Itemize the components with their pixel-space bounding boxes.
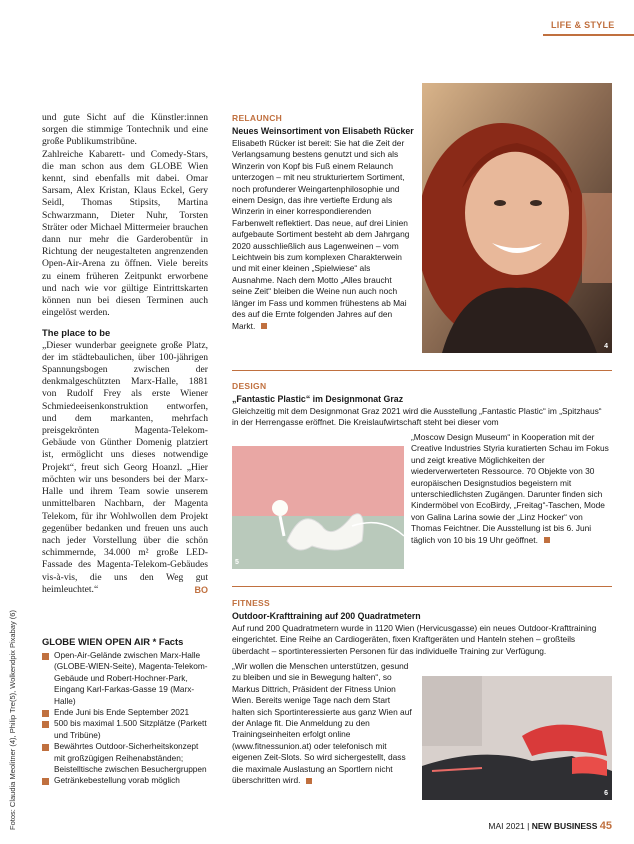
section-divider [232,370,612,371]
page-number: 45 [599,820,612,832]
header-rule [543,34,634,36]
page-footer: MAI 2021 | NEW BUSINESS 45 [488,820,612,832]
photo-number: 6 [604,790,608,797]
relaunch-headline: Neues Weinsortiment von Elisabeth Rücker [232,126,414,136]
article-column [42,112,208,596]
issue-date: MAI 2021 [488,821,525,831]
author-signature: BO [194,584,208,595]
fitness-kicker: FITNESS [232,598,270,608]
relaunch-body: Elisabeth Rücker ist bereit: Sie hat die Zeit der Verlangsamung bestens genutzt und sich als Winzerin von Kopf bis Fuß einem Relaunch unterzogen – mit neu strukturiertem Sortiment, noch profunderer Weingartenphilosophie und einem Design, das ihre vertiefte Erdung als Winzerin in einer korrespondierenden Farbenwelt reflektiert. Das neue, auf drei Linien aufgebaute Sortiment besteht ab dem Jahrgang 2020 ausschließlich aus Lagenweinen – vom Leichtwein bis zum komplexen Charakterwein und mit einer kleinen „Spielwiese“ als Ausnahme. Nach dem Motto „Alles braucht seine Zeit“ bleiben die Weine nun auch noch länger im Fass und kommen frühestens ab Mai des auf die Ernte folgenden Jahres auf den Markt. [232,138,410,331]
section-divider [232,586,612,587]
portrait-photo [422,83,612,353]
stars-paragraph: Zahlreiche Kabarett- und Comedy-Stars, die man schon aus dem GLOBE Wien kennt, sind ebenfalls mit dabei. Omar Sarsam, Alex Kristan, Klaus Eckel, Gery Seidl, Thomas Stipsits, Martina Schwarzmann, Dieter Nuhr, Torsten Sträter oder Michael Mittermeier brauchen dann nur mehr die Garderobentür in Richtung der neugestalteten angrenzenden Open-Air-Arena zu öffnen. Viele bereits zu einem früheren Zeitpunkt erworbene und nach wie vor gültige Eintrittskarten können nun bei diesen Terminen auch eingelöst werden. [42,148,208,319]
quote-paragraph: „Dieser wunderbar geeignete große Platz, der im städtebaulichen, über 100-jährigen Spannungsbogen zwischen der denkmalgeschützten Marx-Halle, 1881 von Rudolf Frey als erste Wiener Schmiedeeisenkonstruktion entworfen, und dem markanten, mehrfach preisgekrönten Magenta-Telekom-Gebäude von Günther Domenig platziert ist, ermöglicht uns dieses notwendige Projekt“, freut sich Georg Hoanzl. „Hier möchten wir uns besonders bei der Marx-Halle und ihrem Team sowie unserem unmittelbaren Nachbarn, der Magenta Telekom, für ihr Wohlwollen dem Projekt gegenüber bedanken und freuen uns auch nach jeder Vorstellung über die schön schimmernde, 34.000 m² große LED-Fassade des Magenta-Telekom-Gebäudes vis-à-vis, die uns den Weg gut heimleuchtet.“ BO [42,339,208,595]
design-photo [232,446,404,569]
facts-list [42,650,210,787]
facts-title: GLOBE WIEN OPEN AIR * Facts [42,636,184,647]
square-bullet-icon [306,778,312,784]
fitness-body: „Wir wollen die Menschen unterstützen, gesund zu bleiben und sie in Bewegung halten“, so Markus Dittrich, Präsident der Fitness Union Wien. Bereits wenige Tage nach dem Start halten sich Sportinteressierte aus ganz Wien auf der Anlage fit. Die Anmeldung zu den Trainingseinheiten erfolgt online (www.fitnessunion.at) oder telefonisch mit eigenen Zeit-Slots. So wird sichergestellt, dass die maximale Auslastung an Sportlern nicht überschritten wird. [232,661,412,786]
list-item: Ende Juni bis Ende September 2021 [42,707,210,718]
square-bullet-icon [261,323,267,329]
fitness-lead: Auf rund 200 Quadratmetern wurde in 1120 Wien (Hervicusgasse) ein neues Outdoor-Krafttraining eingerichtet. Eine Reihe an Cardiogeräten, fixen Kraftgeräten und Hanteln stehen – großteils überdacht – sportinteressierten Personen für das individuelle Training zur Verfügung. [232,623,597,656]
photo-credits: Fotos: Claudia Meolitner (4), Philip Tre(5), Wolkendpix Pixabay (6) [8,610,17,830]
square-bullet-icon [544,537,550,543]
intro-paragraph: und gute Sicht auf die Künstler:innen sorgen die stimmige Tontechnik und eine große Publikumstribüne. [42,112,208,148]
subheading: The place to be [42,327,111,339]
photo-number: 4 [604,343,608,350]
magazine-name: NEW BUSINESS [531,821,598,831]
design-lead: Gleichzeitig mit dem Designmonat Graz 2021 wird die Ausstellung „Fantastic Plastic“ im „Spitzhaus“ in der Herrengasse eröffnet. Die Kreislaufwirtschaft steht bei dieser vom [232,406,602,428]
fitness-photo [422,676,612,800]
section-tag: LIFE & STYLE [551,20,615,30]
list-item: Open-Air-Gelände zwischen Marx-Halle (GLOBE-WIEN-Seite), Magenta-Telekom-Gebäude und Robert-Hochner-Park, Eingang Karl-Farkas-Gasse 19 (Marx-Halle) [42,650,210,707]
list-item: Getränkebestellung vorab möglich [42,775,210,786]
list-item: 500 bis maximal 1.500 Sitzplätze (Parkett und Tribüne) [42,718,210,741]
design-kicker: DESIGN [232,381,267,391]
design-headline: „Fantastic Plastic“ im Designmonat Graz [232,394,404,404]
photo-number: 5 [235,559,239,566]
list-item: Bewährtes Outdoor-Sicherheitskonzept mit großzügigen Reihenabständen; Beistelltische zwischen Besuchergruppen [42,741,210,775]
relaunch-kicker: RELAUNCH [232,113,283,123]
design-body: „Moscow Design Museum“ in Kooperation mit der Creative Industries Styria kuratierten Schau im Fokus und zeigt kreative Möglichkeiten der wiederverwerteten Ressource. 70 Objekte von 30 europäischen Designstudios begeistern mit unterschiedlichsten Zugängen. Darunter finden sich Kindermöbel von EcoBirdy, „Freitag“-Taschen, Mode von Galina Larina sowie der „Linz Hocker“ von Thomas Feichtner. Die Ausstellung ist bis 6. Juni täglich von 10 bis 19 Uhr geöffnet. [411,432,609,545]
fitness-headline: Outdoor-Krafttraining auf 200 Quadratmetern [232,611,421,621]
